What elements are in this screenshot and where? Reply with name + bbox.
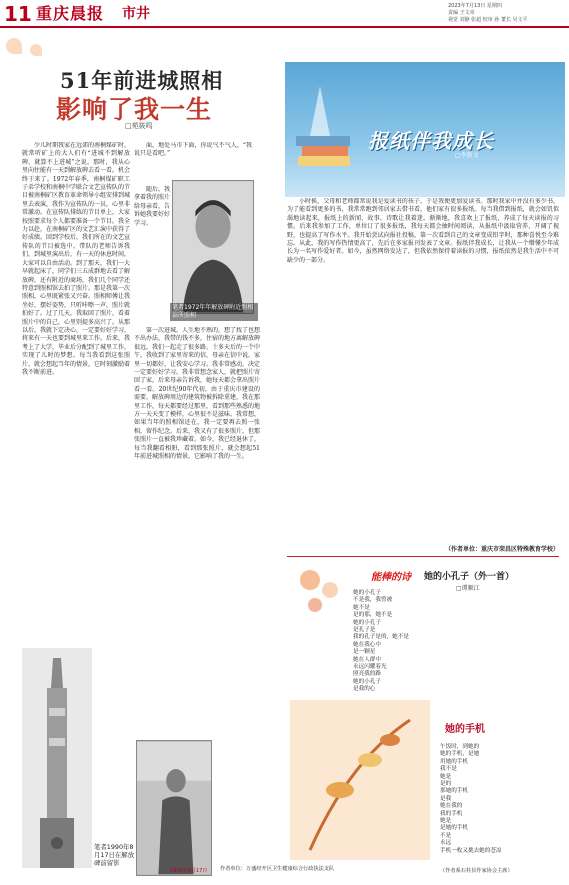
poem2-line: 那她的手机 [440,788,468,795]
decorative-flower [30,44,42,56]
poem2-line: 不是 [440,832,452,839]
portrait-photo [172,180,254,314]
poem-line: 永远闪耀着光 [353,664,387,671]
person-photo [136,740,212,876]
article1-title-line1: 51年前进城照相 [60,68,224,93]
poem-line: 是一颗星 [353,649,376,656]
article2-title: 报纸伴我成长 [368,129,494,153]
book-stack-illustration [290,66,360,191]
poem2-line: 是我 [440,795,452,802]
poem2-closing: 手机一枚又挑去她的苍凉 [440,847,502,854]
poem2-line: 她是 [440,773,452,780]
liberation-monument-photo [22,648,92,868]
poem-body [353,590,473,694]
header-staff: 视觉 刘静 张超 校审 孙 董长 吴文平 [448,17,528,23]
poem-title: 她的小孔子（外一首） [424,572,515,582]
poem-line: 是的那，她不是 [353,612,393,619]
header-date: 2023年7月13日 星期四 [448,3,502,9]
decorative-flower [6,38,22,54]
tower-photo-caption: 笔者1990年8月17日在解放碑前留影 [94,843,135,867]
poem-line: 她的小孔子 [353,678,381,685]
poem-line: 照亮我的路 [353,671,381,678]
poem-line: 她的小孔子 [353,590,381,596]
article1-body-col2: 第一次进城，人生地不熟的，想了找了也想不出办法，我带的钱不多，住宿的地方离解放碑很远，我们一起走了很多路。十多天后的一个中午，我收到了家里寄来的信，母亲在信中说，家里一切都好，让我安心学习。我非常感动，决定一定要好好学习。我非常想念家人，就把照片寄回了家，后来母亲告诉我，她每天都会拿出照片看一看。20世纪90年代初，由于重庆市建设的需要，解放碑周边的建筑物被拆除重建，我在那里工作，每天都要经过那里，看到那些熟悉的地方一天天变了模样，心里很不是滋味。我常想，如果当年的照相馆还在，我一定要再去照一张相，留作纪念。后来，我又有了很多照片，但那张照片一直被我珍藏着。如今，我已经退休了，每当我翻看相册，看到那张照片，就会想起51年前进城照相的情景，它影响了我的一生。 [134,327,260,461]
poem2-line: 用她的手机 [440,758,468,765]
portrait-caption: 笔者1972年年解放碑附近照相馆所照相 [170,303,258,321]
poem-line: 她在人群中 [353,656,381,663]
poem-line: 我的孔子是的，她不是 [353,634,409,641]
flower-illustration [290,560,350,620]
poem2-title: 她的手机 [445,724,485,735]
page-number: 11 [4,2,32,26]
poem-section-tag: 能棒的诗 [371,572,411,583]
poem2-line: 永远 [440,840,452,847]
poem2-line: 我不是 [440,766,457,773]
section-name: 市井 [122,6,150,22]
poem-line: 是孔子是 [353,627,376,634]
poem2-line: 她的手机，是她 [440,751,480,758]
poem-line: 是我的心 [353,686,376,693]
article2-author: □李新文 [455,152,479,159]
article1-body-col2-top: 面，地处马市下面，你说气不气人，“我说只是看吧。” [134,142,252,158]
poem-divider [287,556,559,557]
poem2-line: 她在我的 [440,803,463,810]
article1-title-line2: 影响了我一生 [56,95,213,124]
poem-line: 她的小孔子 [353,619,381,626]
autumn-leaves-illustration [290,700,430,860]
poem2-line: 是的 [440,781,452,788]
newspaper-masthead: 重庆晨报 [36,4,105,23]
poem2-body [440,744,560,855]
poem-author: □谭顺江 [456,585,480,592]
article1-body-col1: 少儿时期我家在远郊的南桐煤矿时，就常听矿上的大人们有“进城不到解放碑，就算不上进城”之说。那时，我从心里向往能有一天到解放碑去看一看。机会终于来了。1972年春季，南桐煤矿职工子弟学校和南桐中学联合文艺宣传队的节目被南桐矿区教育革命领导小组安排到城里去表演，我作为宣传队的一员，心里非常激动。在宣传队排练的节目单上，大家按照要求每个人都要准备一个节目。我全力以赴，在南桐矿区的文艺汇演中获得了好成绩。回到学校后，我们所在的文艺宣传队的节目被选中。带队的老师告诉我们，到城里演出后，有一天的休息时间，大家可以自由活动。到了那天，我们一大早就起床了，同学们三五成群地去看了解放碑，还有附近的商场，我们几个同学还特意到照相馆去拍了照片。那是我第一次照相，心里既紧张又兴奋。照相师傅让我坐好，摆好姿势，只听咔嚓一声，照片就拍好了。过了几天，我取回了照片，看着照片中的自己，心里别提多高兴了。从那以后，我就下定决心，一定要好好学习，将来有一天也要到城里来工作。后来，我考上了大学，毕业后分配到了城里工作，实现了儿时的梦想。每当我看到这张照片，就会想起当年的情景，它时刻激励着我不断前进。 [22,142,130,376]
poem2-line: 我的手机 [440,810,463,817]
poem-line: 她不是 [353,604,370,611]
poem2-line: 是她的手机 [440,825,468,832]
poem-line: 她在我心中 [353,641,381,648]
poem-line: 不是我，我曾被 [353,597,393,604]
poem2-line: 午饭时，到她的 [440,744,480,750]
poem-byline: （作者系石柱县作家协会主席） [440,868,513,874]
person-photo-caption: 1990年8月17日 [170,868,208,874]
article1-body-col2-mid: 随后，我拿着我的照片给母亲看，告诉她我要好好学习。 [134,186,170,227]
header-info [448,3,566,24]
article2-byline: （作者单位：重庆市荣昌区特殊教育学校） [444,546,559,553]
header-editor: 责编 王文章 [448,10,475,16]
article2-body: 小时候，父母和老师都常说我是爱读书的孩子，于是我便更加爱读书。那时我家中并没有多少书，为了能看到更多的书，我常常跑到邻居家去借书看，他们家有很多报纸。每当我借到报纸，就会如饥似渴地读起来，报纸上的新闻、故事、诗歌让我着迷。渐渐地，我喜欢上了报纸，养成了每天读报的习惯。后来我参加了工作，单位订了很多报纸，我每天都会抽时间阅读，从报纸中汲取营养，开阔了视野，也提高了写作水平。我开始尝试向报社投稿，第一次看到自己的文章变成铅字时，那种喜悦至今难忘。从此，我的写作热情更高了，先后在多家报刊发表了文章。报纸伴我成长，让我从一个懵懂少年成长为一名写作爱好者。如今，虽然网络发达了，但我依然保持着读报的习惯，报纸依然是我生活中不可缺少的一部分。 [287,198,559,264]
article1-byline: 作者单位：万盛经开区卫生健康综合行政执法支队 [220,866,335,872]
poem2-line: 她是 [440,818,452,825]
article1-author: □苑筱鸣 [125,122,153,130]
